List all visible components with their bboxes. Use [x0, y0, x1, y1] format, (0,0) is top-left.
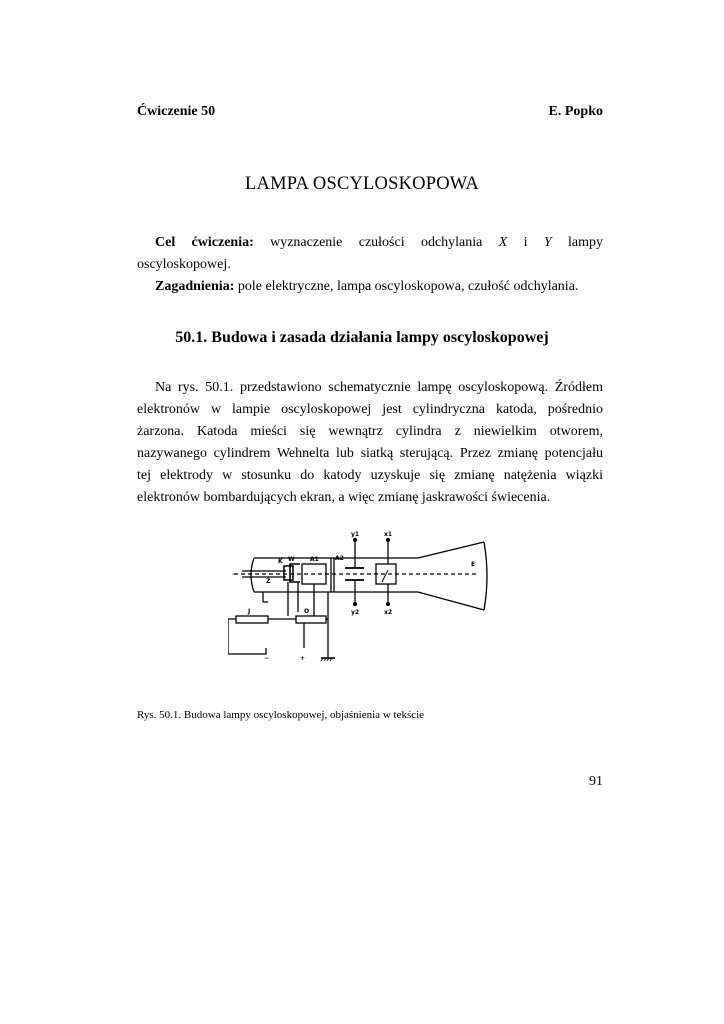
label-plus: +: [300, 655, 306, 662]
label-y1: y1: [351, 531, 360, 538]
body-line: tej elektrody w stosunku do katody uzyskuje się zmianę natężenia wiązki: [137, 468, 603, 483]
aim-label: Cel ćwiczenia:: [155, 235, 254, 250]
topics-text: pole elektryczne, lampa oscyloskopowa, czułość odchylania.: [234, 279, 579, 294]
figure-caption: Rys. 50.1. Budowa lampy oscyloskopowej, objaśnienia w tekście: [137, 709, 425, 721]
body-line: elektronów w lampie oscyloskopowej jest cylindryczna katoda, pośrednio: [137, 402, 603, 417]
aim-conj: i: [507, 235, 544, 250]
label-tilde: ~: [232, 571, 238, 578]
label-x2: x2: [384, 609, 393, 616]
topics-line: [137, 276, 603, 298]
aim-continuation: oscyloskopowej.: [137, 257, 231, 272]
potentiometer-o: [296, 616, 326, 623]
page-number: 91: [589, 774, 603, 789]
aim-word: lampy: [551, 235, 603, 250]
label-j: J: [248, 608, 251, 615]
potentiometer-j: [236, 616, 268, 623]
aim-var-y: Y: [543, 235, 552, 250]
label-a1: A1: [310, 556, 319, 563]
label-minus: −: [264, 655, 270, 662]
body-line: nazywanego cylindrem Wehnelta lub siatką sterującą. Przez zmianę potencjału: [137, 446, 603, 461]
aim-var-x: X: [498, 235, 508, 250]
body-line: żarzona. Katoda mieści się wewnątrz cylindra z niewielkim otworem,: [137, 424, 603, 439]
label-e: E: [471, 561, 476, 568]
tube-envelope: [251, 542, 484, 610]
page-title: LAMPA OSCYLOSKOPOWA: [245, 174, 479, 194]
label-w: W: [288, 556, 295, 563]
label-o: O: [304, 608, 310, 615]
topics-label: Zagadnienia:: [155, 279, 235, 294]
body-paragraph: [137, 377, 603, 509]
body-line: Na rys. 50.1. przedstawiono schematycznie lampę oscyloskopową. Źródłem: [155, 380, 603, 395]
aim-text: wyznaczenie czułości odchylania: [253, 235, 499, 250]
aim-line: [137, 232, 603, 254]
label-z: Ż: [266, 578, 271, 585]
cathode: [284, 566, 293, 580]
body-line-last: elektronów bombardujących ekran, a więc zmianę jaskrawości świecenia.: [137, 490, 551, 505]
label-k: K: [278, 558, 283, 565]
section-title: 50.1. Budowa i zasada działania lampy oscyloskopowej: [175, 329, 549, 346]
label-a2: A2: [335, 555, 344, 562]
header-exercise: Ćwiczenie 50: [137, 104, 216, 119]
label-x1: x1: [384, 531, 393, 538]
screen: [484, 542, 487, 610]
label-y2: y2: [351, 609, 360, 616]
header-author: E. Popko: [548, 104, 603, 119]
oscilloscope-schematic: [228, 526, 500, 668]
